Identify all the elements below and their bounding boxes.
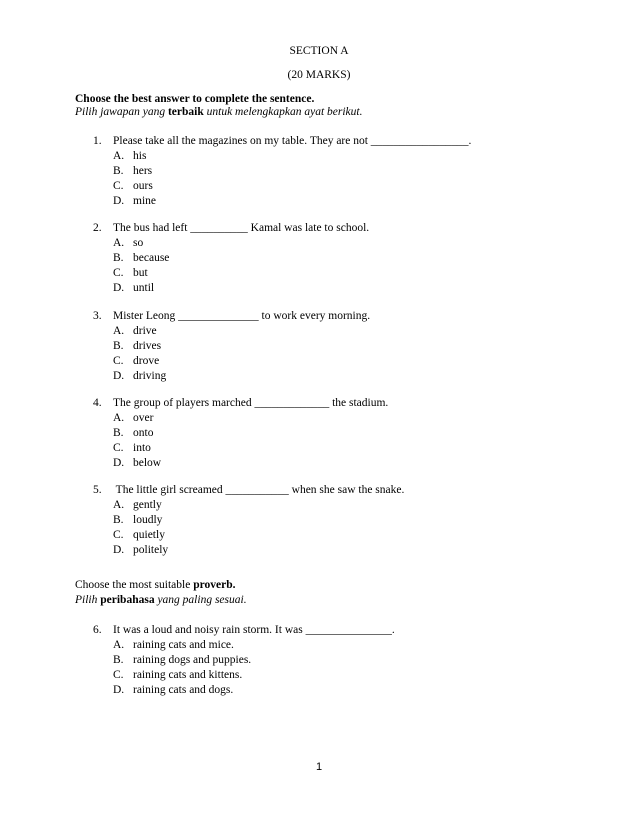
option-c: C. ours [113,180,153,192]
question-text: Please take all the magazines on my table. They are not _________________. [113,135,472,147]
question-text: The bus had left __________ Kamal was late to school. [113,222,370,234]
question-2 [93,221,593,296]
option-d: D. mine [113,195,156,207]
option-a: A. gently [113,499,162,511]
question-number: 4. [93,397,102,409]
question-6 [93,623,593,698]
option-c: C. raining cats and kittens. [113,669,243,681]
option-a: A. over [113,412,154,424]
question-text: The little girl screamed ___________ when she saw the snake. [113,484,405,496]
question-text: The group of players marched _____________ the stadium. [113,397,389,409]
instruction-english: Choose the best answer to complete the sentence. [75,93,315,105]
option-b: B. onto [113,427,154,439]
question-1 [93,134,593,209]
question-number: 2. [93,222,102,234]
option-d: D. until [113,282,155,294]
option-c: C. but [113,267,148,279]
question-number: 1. [93,135,102,147]
option-a: A. his [113,150,147,162]
option-b: B. because [113,252,170,264]
section-marks: (20 MARKS) [287,69,351,81]
page-number: 1 [315,761,323,773]
question-4 [93,396,593,471]
question-3 [93,309,593,384]
option-c: C. quietly [113,529,165,541]
instruction-malay: Pilih jawapan yang terbaik untuk melengkapkan ayat berikut. [75,106,363,118]
option-a: A. so [113,237,144,249]
option-d: D. below [113,457,162,469]
option-b: B. raining dogs and puppies. [113,654,252,666]
question-text: It was a loud and noisy rain storm. It was _______________. [113,624,395,636]
option-d: D. raining cats and dogs. [113,684,234,696]
section-title: SECTION A [289,45,349,57]
proverb-instruction-malay: Pilih peribahasa yang paling sesuai. [75,594,247,606]
question-number: 5. [93,484,102,496]
option-b: B. loudly [113,514,163,526]
option-d: D. driving [113,370,167,382]
question-text: Mister Leong ______________ to work every morning. [113,310,371,322]
option-b: B. drives [113,340,162,352]
option-a: A. raining cats and mice. [113,639,234,651]
option-c: C. into [113,442,151,454]
option-d: D. politely [113,544,169,556]
option-a: A. drive [113,325,157,337]
question-5 [93,483,593,558]
question-number: 3. [93,310,102,322]
option-b: B. hers [113,165,153,177]
proverb-instruction-english: Choose the most suitable proverb. [75,579,236,591]
question-number: 6. [93,624,102,636]
option-c: C. drove [113,355,160,367]
